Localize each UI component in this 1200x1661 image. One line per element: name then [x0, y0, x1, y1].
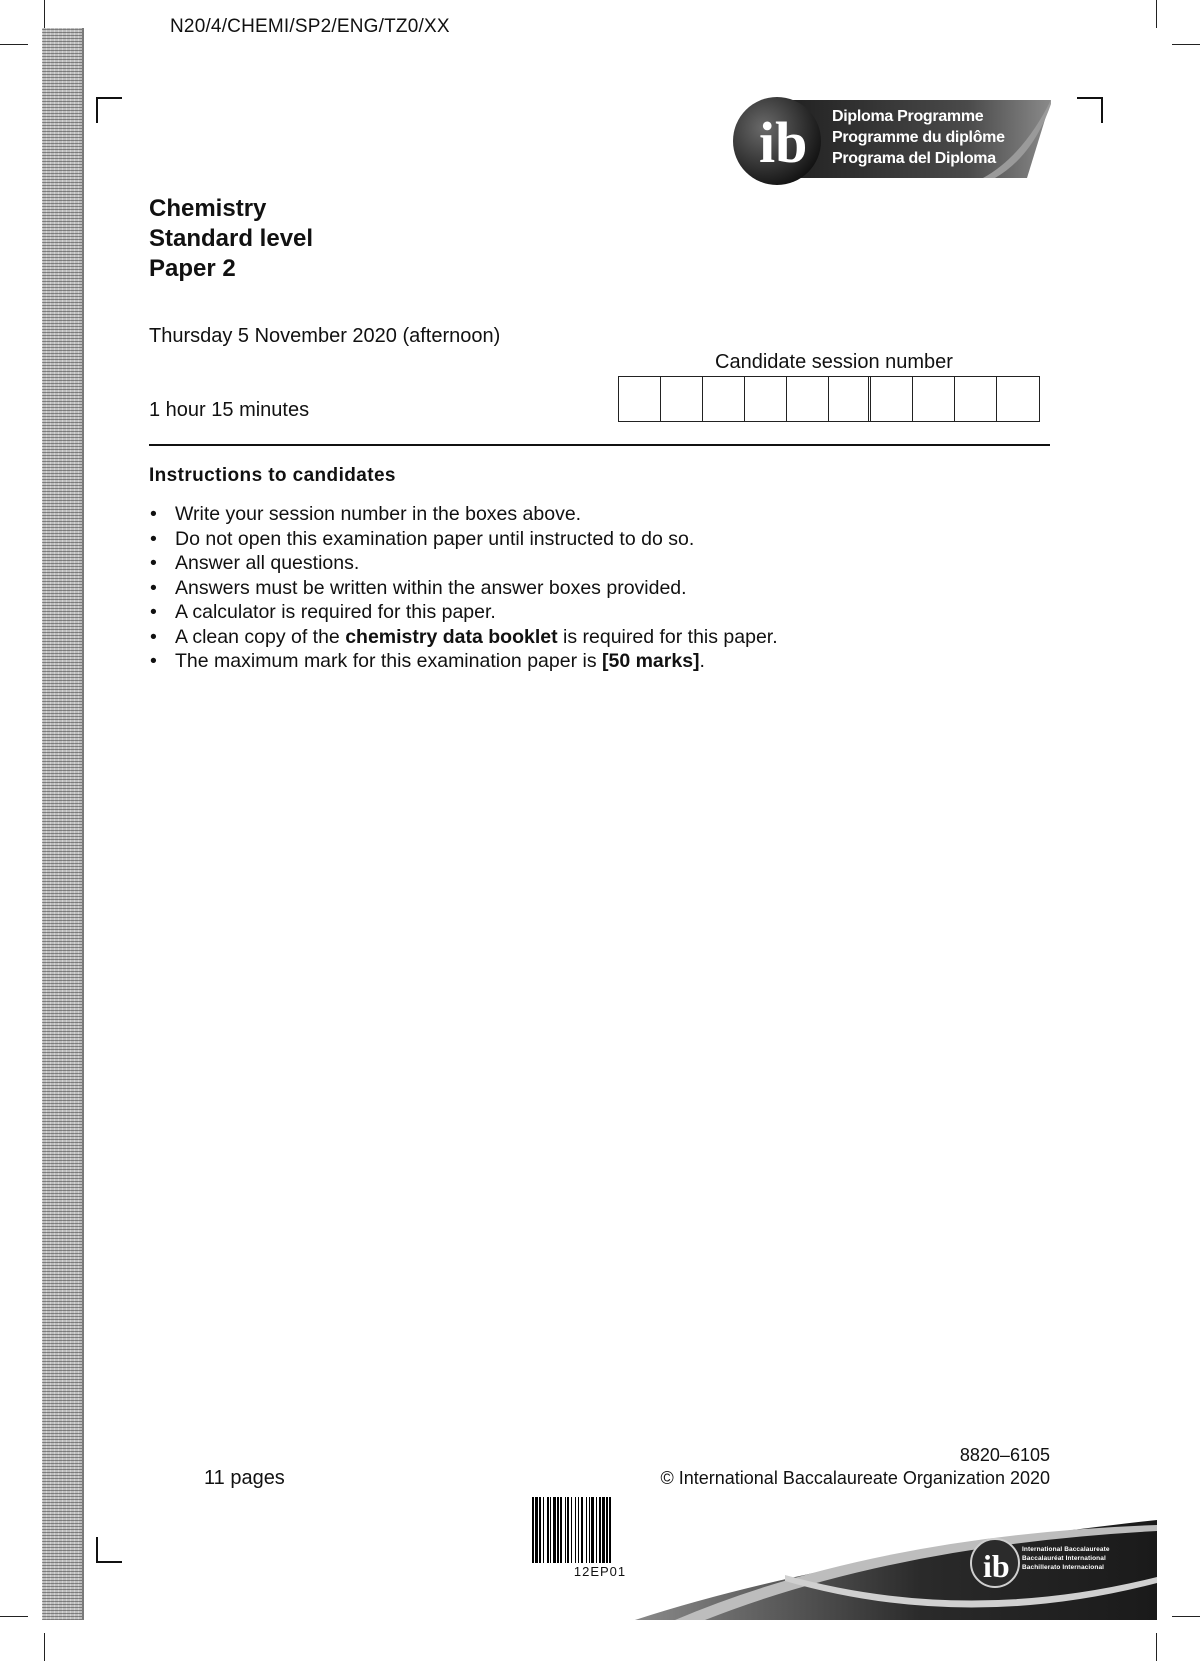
ib-logo-line-1: Diploma Programme	[832, 108, 984, 125]
session-digit-box[interactable]	[787, 377, 829, 421]
session-digit-box[interactable]	[913, 377, 955, 421]
session-number-label: Candidate session number	[715, 351, 953, 373]
crop-mark-left-bottom	[0, 1616, 28, 1617]
subject-title: Chemistry	[149, 195, 267, 222]
corner-mark-top-right	[1077, 97, 1103, 123]
instruction-text: A clean copy of the	[175, 625, 346, 648]
instructions-heading: Instructions to candidates	[149, 465, 396, 486]
svg-text:ib: ib	[983, 1548, 1010, 1584]
exam-duration: 1 hour 15 minutes	[149, 399, 310, 421]
crop-mark-right-top	[1172, 44, 1200, 45]
exam-date: Thursday 5 November 2020 (afternoon)	[149, 325, 501, 347]
binding-strip	[42, 28, 84, 1620]
instruction-item: • Answers must be written within the answer boxes provided.	[149, 576, 778, 601]
crop-mark-bottom-right	[1156, 1633, 1157, 1661]
footer-logo-line-3: Bachillerato Internacional	[1022, 1564, 1105, 1571]
crop-mark-top-right	[1156, 0, 1157, 28]
session-digit-box[interactable]	[661, 377, 703, 421]
crop-mark-left-top	[0, 44, 28, 45]
instruction-text: The maximum mark for this examination paper is	[175, 650, 602, 672]
instruction-item	[149, 649, 778, 674]
svg-text:ib: ib	[759, 110, 808, 175]
session-digit-box[interactable]	[745, 377, 787, 421]
level-title: Standard level	[149, 225, 314, 252]
instruction-emphasis: chemistry data booklet	[345, 625, 558, 648]
instruction-item: • Do not open this examination paper until instructed to do so.	[149, 527, 778, 552]
page-count: 11 pages	[204, 1467, 285, 1489]
crop-mark-right-bottom	[1172, 1616, 1200, 1617]
session-digit-box[interactable]	[997, 377, 1039, 421]
corner-mark-top-left	[96, 97, 122, 123]
ib-logo-line-3: Programa del Diploma	[832, 150, 996, 167]
footer-logo-text	[1022, 1545, 1110, 1572]
crop-mark-top-left	[44, 0, 45, 28]
instruction-emphasis: [50 marks]	[601, 650, 700, 672]
instruction-text: is required for this paper.	[557, 625, 778, 648]
ib-logo-text	[832, 106, 1005, 169]
instruction-item: • Answer all questions.	[149, 551, 778, 576]
session-digit-box[interactable]	[619, 377, 661, 421]
instruction-item	[149, 625, 778, 650]
header-divider	[149, 444, 1050, 446]
instruction-item: • Write your session number in the boxes above.	[149, 502, 778, 527]
paper-title: Paper 2	[149, 255, 236, 282]
session-digit-box[interactable]	[955, 377, 997, 421]
exam-title	[149, 194, 313, 284]
instruction-item: • A calculator is required for this paper.	[149, 600, 778, 625]
reference-code: 8820–6105	[959, 1445, 1050, 1465]
session-number-boxes	[618, 376, 1040, 422]
copyright-notice: © International Baccalaureate Organization 2020	[660, 1468, 1050, 1488]
session-digit-box[interactable]	[703, 377, 745, 421]
crop-mark-bottom-left	[44, 1633, 45, 1661]
paper-code: N20/4/CHEMI/SP2/ENG/TZ0/XX	[170, 16, 450, 37]
session-digit-box[interactable]	[829, 377, 871, 421]
footer-logo-line-1: International Baccalaureate	[1022, 1546, 1110, 1553]
session-digit-box[interactable]	[871, 377, 913, 421]
instruction-text: .	[699, 650, 705, 672]
corner-mark-bottom-left	[96, 1537, 122, 1563]
footer-logo-line-2: Baccalauréat International	[1022, 1555, 1106, 1562]
ib-logo-line-2: Programme du diplôme	[832, 129, 1005, 146]
instructions-list	[149, 502, 778, 674]
barcode-number: 12EP01	[573, 1564, 627, 1579]
